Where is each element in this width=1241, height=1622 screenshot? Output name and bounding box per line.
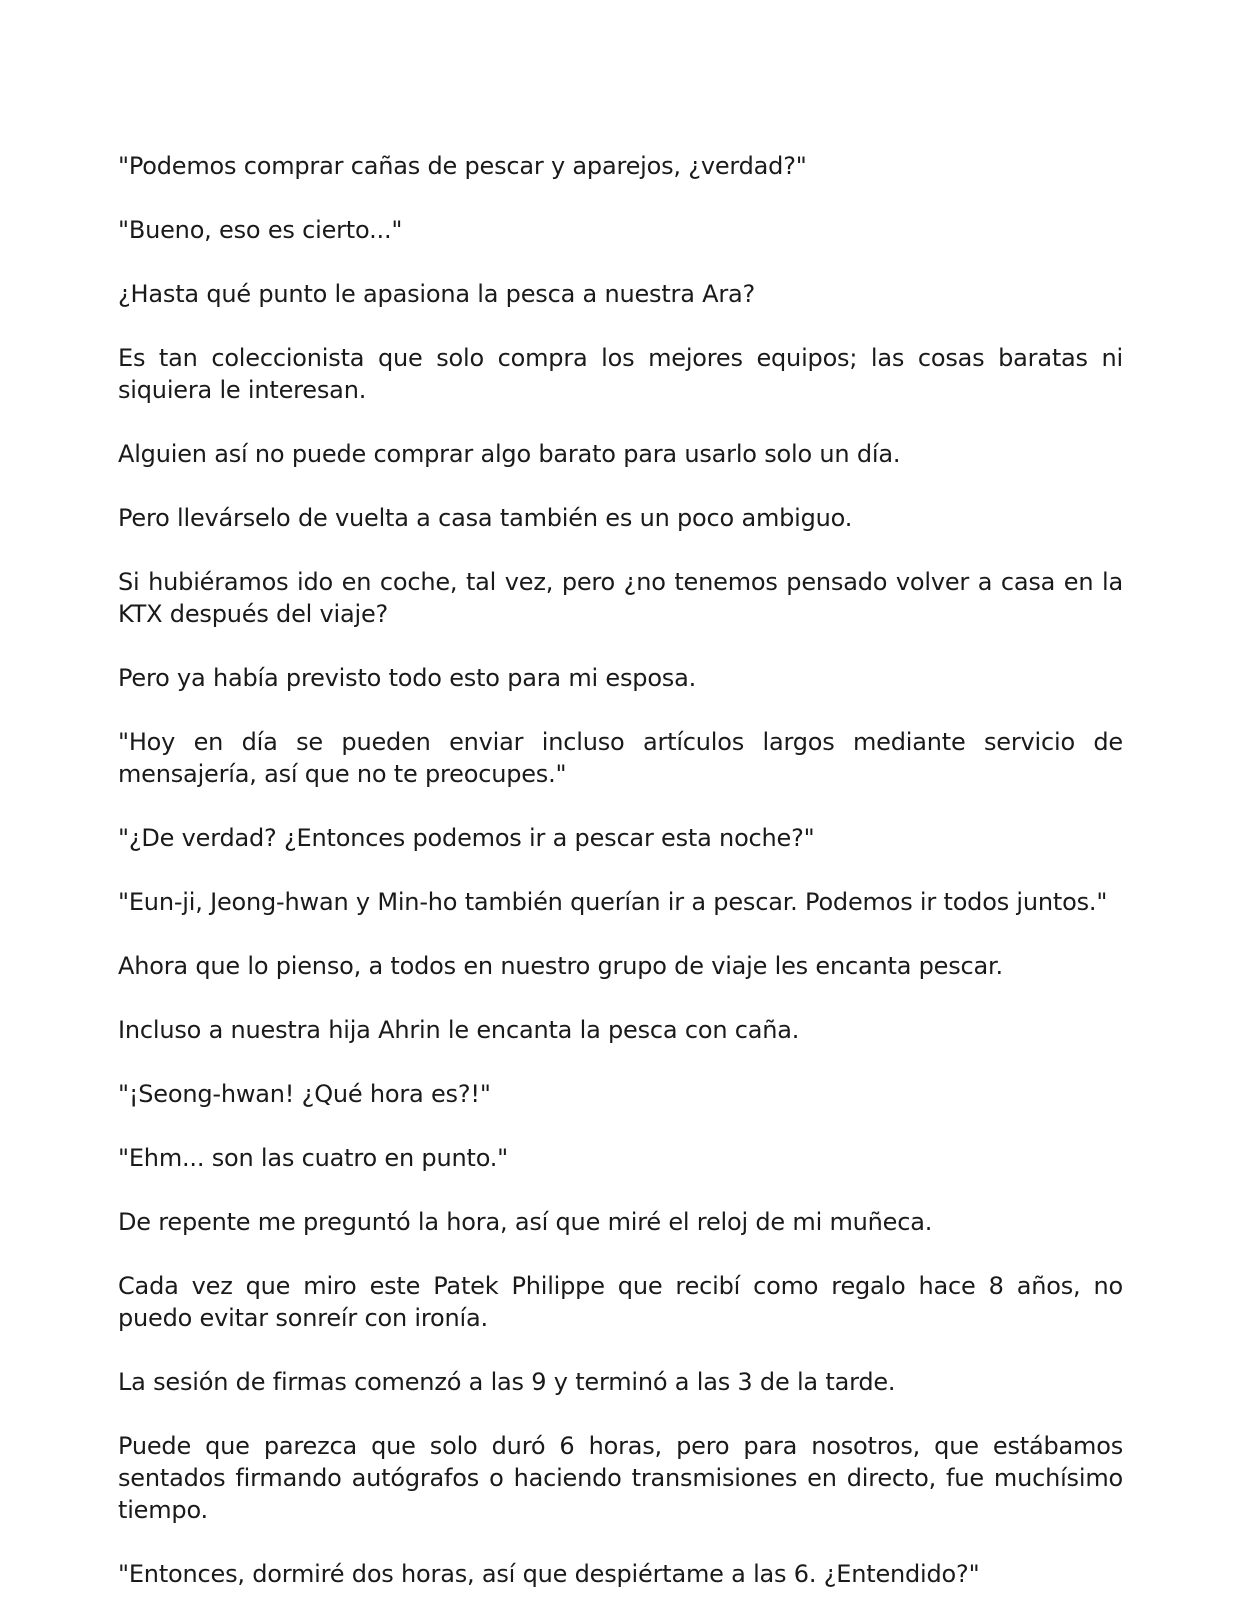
paragraph: ¿Hasta qué punto le apasiona la pesca a nuestra Ara?	[118, 280, 756, 308]
paragraph: "¡Seong-hwan! ¿Qué hora es?!"	[118, 1080, 491, 1108]
paragraph: Cada vez que miro este Patek Philippe que recibí como regalo hace 8 años, no puedo evitar sonreír con ironía.	[118, 1272, 1123, 1332]
paragraph: "Hoy en día se pueden enviar incluso artículos largos mediante servicio de mensajería, así que no te preocupes."	[118, 728, 1123, 788]
paragraph: "Entonces, dormiré dos horas, así que despiértame a las 6. ¿Entendido?"	[118, 1560, 980, 1588]
paragraph: "Eun-ji, Jeong-hwan y Min-ho también querían ir a pescar. Podemos ir todos juntos."	[118, 888, 1108, 916]
paragraph: "Podemos comprar cañas de pescar y aparejos, ¿verdad?"	[118, 152, 807, 180]
paragraph: De repente me preguntó la hora, así que miré el reloj de mi muñeca.	[118, 1208, 933, 1236]
document-page	[118, 150, 1123, 1622]
paragraph: "¿De verdad? ¿Entonces podemos ir a pescar esta noche?"	[118, 824, 815, 852]
paragraph: La sesión de firmas comenzó a las 9 y terminó a las 3 de la tarde.	[118, 1368, 896, 1396]
paragraph: "Ehm... son las cuatro en punto."	[118, 1144, 509, 1172]
paragraph: "Bueno, eso es cierto..."	[118, 216, 403, 244]
paragraph: Pero llevárselo de vuelta a casa también es un poco ambiguo.	[118, 504, 853, 532]
paragraph: Pero ya había previsto todo esto para mi esposa.	[118, 664, 697, 692]
paragraph: Es tan coleccionista que solo compra los mejores equipos; las cosas baratas ni siquiera le interesan.	[118, 344, 1123, 404]
paragraph: Incluso a nuestra hija Ahrin le encanta la pesca con caña.	[118, 1016, 800, 1044]
paragraph: Si hubiéramos ido en coche, tal vez, pero ¿no tenemos pensado volver a casa en la KTX después del viaje?	[118, 568, 1123, 628]
paragraph: Alguien así no puede comprar algo barato para usarlo solo un día.	[118, 440, 901, 468]
paragraph: Ahora que lo pienso, a todos en nuestro grupo de viaje les encanta pescar.	[118, 952, 1003, 980]
paragraph: Puede que parezca que solo duró 6 horas, pero para nosotros, que estábamos sentados firmando autógrafos o haciendo transmisiones en directo, fue muchísimo tiempo.	[118, 1432, 1123, 1524]
